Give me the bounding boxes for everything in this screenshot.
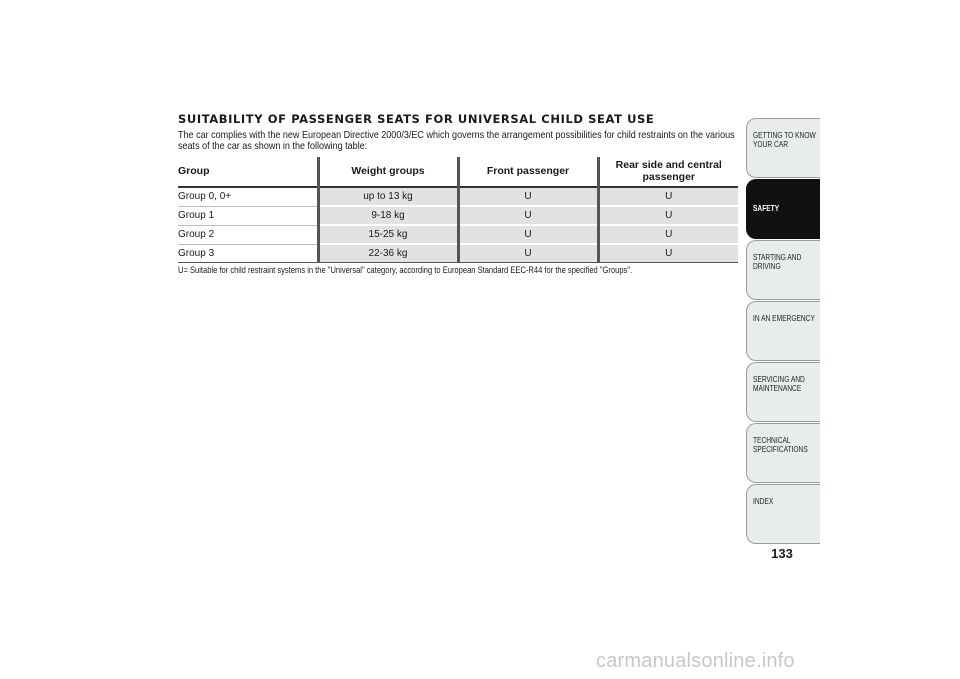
tab-safety[interactable] xyxy=(746,179,820,239)
header-group: Group xyxy=(178,157,318,187)
header-weight-groups: Weight groups xyxy=(318,157,458,187)
cell-front: U xyxy=(458,206,598,225)
cell-group: Group 2 xyxy=(178,225,318,244)
tab-servicing-and-maintenance[interactable] xyxy=(746,362,820,422)
cell-front: U xyxy=(458,187,598,206)
tab-index[interactable] xyxy=(746,484,820,544)
tab-label: SERVICING AND MAINTENANCE xyxy=(753,374,805,393)
cell-front: U xyxy=(458,225,598,244)
tab-label: INDEX xyxy=(753,496,774,506)
table-header-row xyxy=(178,157,738,187)
cell-rear: U xyxy=(598,244,738,263)
cell-weight: up to 13 kg xyxy=(318,187,458,206)
tab-label: IN AN EMERGENCY xyxy=(753,313,815,323)
watermark-text: carmanualsonline.info xyxy=(596,650,795,672)
section-title: SUITABILITY OF PASSENGER SEATS FOR UNIVERSAL CHILD SEAT USE xyxy=(178,112,655,126)
header-rear-passenger: Rear side and central passenger xyxy=(598,157,738,187)
table-footnote: U= Suitable for child restraint systems in the "Universal" category, according to European Standard EEC-R44 for the specified "Groups". xyxy=(178,265,633,275)
cell-rear: U xyxy=(598,206,738,225)
cell-front: U xyxy=(458,244,598,263)
table-row xyxy=(178,206,738,225)
cell-rear: U xyxy=(598,225,738,244)
intro-paragraph: The car complies with the new European Directive 2000/3/EC which governs the arrangement possibilities for child restraints on the various seats of the car as shown in the following table: xyxy=(178,129,735,152)
cell-weight: 9-18 kg xyxy=(318,206,458,225)
cell-group: Group 3 xyxy=(178,244,318,263)
tab-label: TECHNICAL SPECIFICATIONS xyxy=(753,435,808,454)
cell-group: Group 0, 0+ xyxy=(178,187,318,206)
child-seat-suitability-table xyxy=(178,157,738,263)
tab-in-an-emergency[interactable] xyxy=(746,301,820,361)
cell-rear: U xyxy=(598,187,738,206)
chapter-tabs xyxy=(746,118,820,545)
cell-weight: 15-25 kg xyxy=(318,225,458,244)
cell-weight: 22-36 kg xyxy=(318,244,458,263)
tab-label: STARTING AND DRIVING xyxy=(753,252,802,271)
cell-group: Group 1 xyxy=(178,206,318,225)
main-content xyxy=(178,112,738,275)
tab-label: SAFETY xyxy=(753,203,780,213)
table-row xyxy=(178,225,738,244)
tab-label: GETTING TO KNOW YOUR CAR xyxy=(753,130,816,149)
tab-starting-and-driving[interactable] xyxy=(746,240,820,300)
table-row xyxy=(178,187,738,206)
table-row xyxy=(178,244,738,263)
tab-getting-to-know-your-car[interactable] xyxy=(746,118,820,178)
page-number: 133 xyxy=(771,546,793,561)
tab-technical-specifications[interactable] xyxy=(746,423,820,483)
header-front-passenger: Front passenger xyxy=(458,157,598,187)
